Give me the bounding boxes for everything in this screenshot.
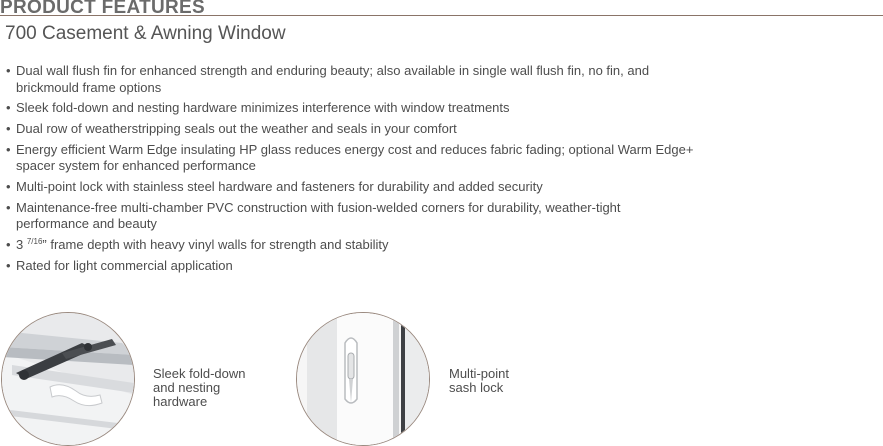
- feature-text: Sleek fold-down and nesting hardware minimizes interference with window treatments: [16, 100, 510, 116]
- bullet: •: [6, 141, 11, 157]
- section-title: PRODUCT FEATURES: [0, 0, 206, 18]
- feature-text: Energy efficient Warm Edge insulating HP glass reduces energy cost and reduces fabric fading; optional Warm Edge+ spacer system for enhanced performance: [16, 141, 694, 174]
- feature-list: [6, 63, 696, 279]
- fold-down-hardware-photo: [1, 312, 135, 446]
- hardware-illustration: [2, 313, 134, 445]
- bullet: •: [6, 258, 11, 274]
- bullet: •: [6, 100, 11, 116]
- feature-item: [6, 121, 696, 138]
- feature-text: Rated for light commercial application: [16, 258, 233, 274]
- feature-item: [6, 63, 696, 96]
- bullet: •: [6, 179, 11, 195]
- sash-lock-illustration: [297, 313, 429, 445]
- feature-text: Maintenance-free multi-chamber PVC construction with fusion-welded corners for durability, weather-tight performance and beauty: [16, 199, 621, 232]
- bullet: •: [6, 121, 11, 137]
- bullet: •: [6, 237, 11, 253]
- section-divider: [0, 15, 883, 16]
- product-title: 700 Casement & Awning Window: [5, 23, 286, 44]
- feature-text: Multi-point lock with stainless steel hardware and fasteners for durability and added security: [16, 179, 543, 195]
- bullet: •: [6, 199, 11, 215]
- sash-lock-photo: [296, 312, 430, 446]
- feature-item: [6, 258, 696, 275]
- feature-text: Dual row of weatherstripping seals out the weather and seals in your comfort: [16, 121, 457, 137]
- figure-caption: Sleek fold-down and nesting hardware: [153, 366, 246, 409]
- feature-item: [6, 179, 696, 196]
- fraction-superscript: 7/16: [26, 237, 43, 247]
- feature-text-suffix: ” frame depth with heavy vinyl walls for strength and stability: [42, 237, 389, 253]
- feature-item: [6, 100, 696, 117]
- figure-caption: Multi-point sash lock: [449, 366, 509, 395]
- feature-item: [6, 200, 696, 233]
- bullet: •: [6, 63, 11, 78]
- feature-item: [6, 237, 696, 254]
- feature-text-prefix: 3: [16, 237, 27, 253]
- feature-text: Dual wall flush fin for enhanced strength and enduring beauty; also available in single wall flush fin, no fin, and brickmould frame options: [16, 63, 650, 95]
- feature-item: [6, 142, 696, 175]
